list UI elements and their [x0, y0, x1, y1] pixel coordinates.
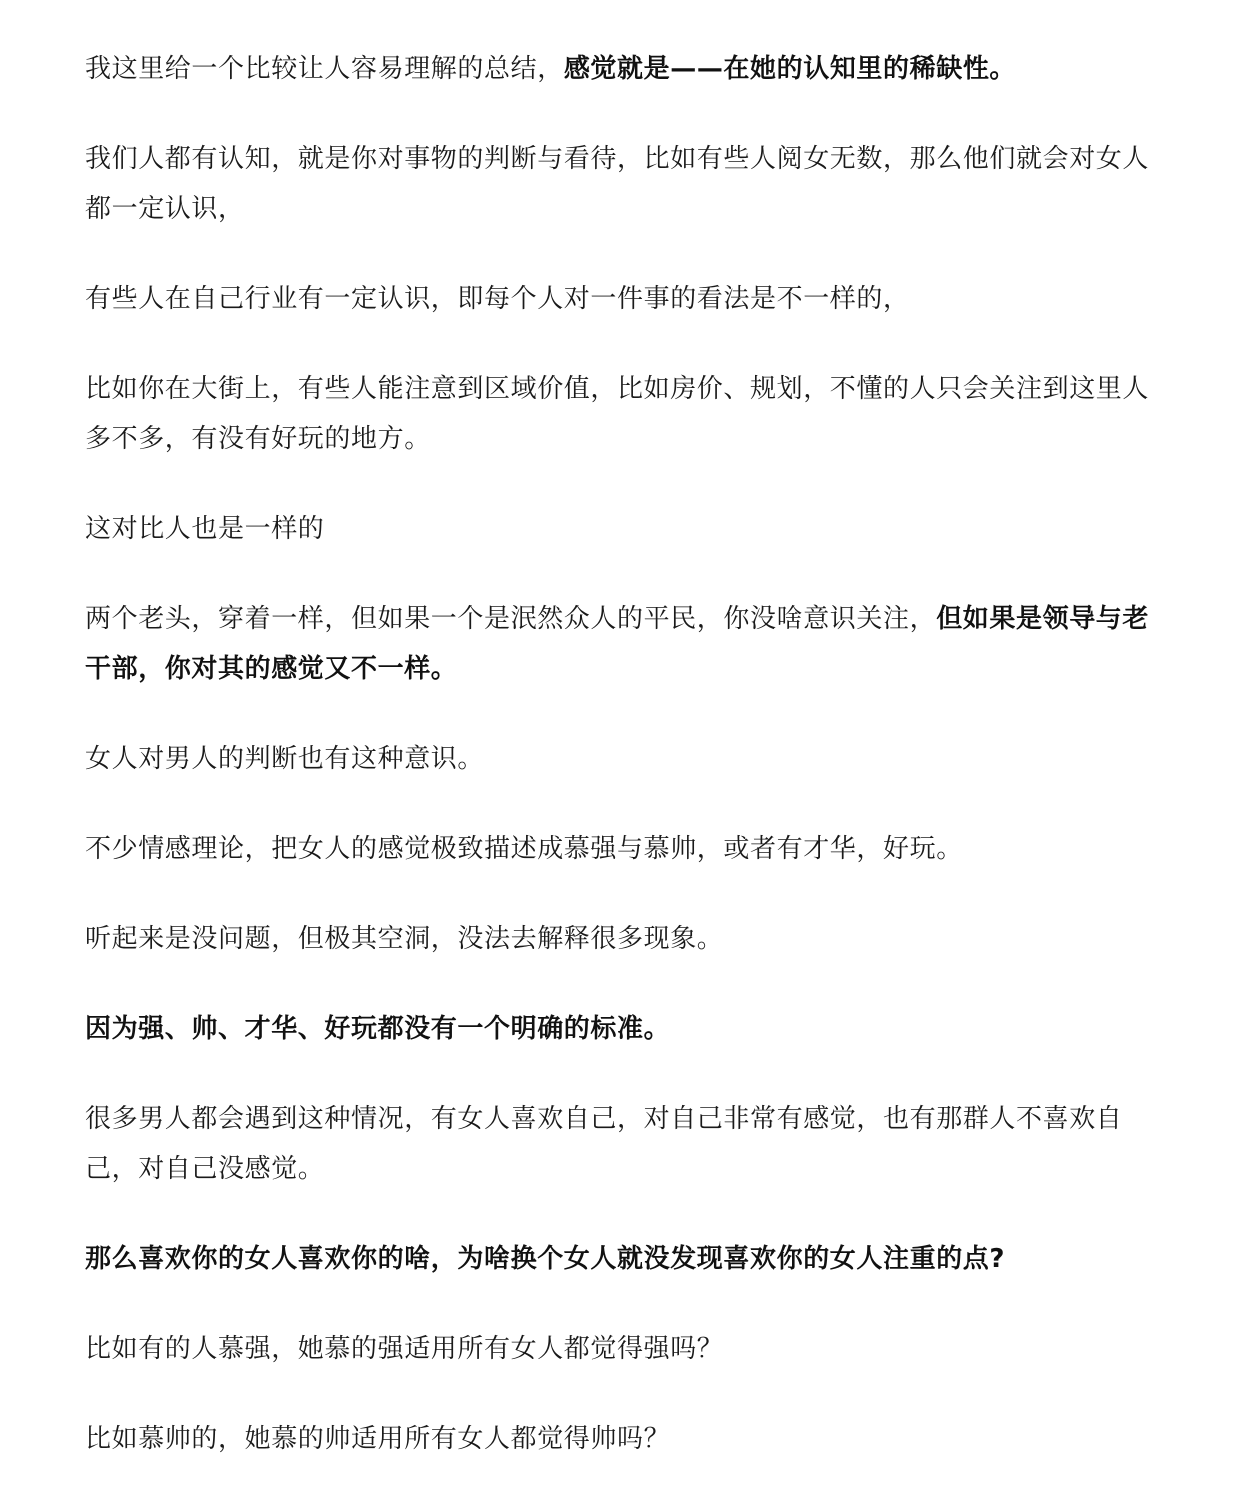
paragraph-10	[85, 1004, 1155, 1054]
paragraph-7	[85, 734, 1155, 784]
text-segment: 比如慕帅的，她慕的帅适用所有女人都觉得帅吗？	[85, 1424, 671, 1454]
paragraph-11	[85, 1094, 1155, 1194]
paragraph-2	[85, 134, 1155, 234]
text-segment: 比如有的人慕强，她慕的强适用所有女人都觉得强吗？	[85, 1334, 724, 1364]
text-segment: 不少情感理论，把女人的感觉极致描述成慕强与慕帅，或者有才华，好玩。	[85, 834, 963, 864]
text-segment: 这对比人也是一样的	[85, 514, 325, 544]
paragraph-4	[85, 364, 1155, 464]
bold-text-segment: 感觉就是——在她的认知里的稀缺性。	[563, 54, 1017, 84]
text-segment: 我这里给一个比较让人容易理解的总结，	[85, 54, 564, 84]
text-segment: 女人对男人的判断也有这种意识。	[85, 744, 485, 774]
paragraph-6	[85, 594, 1155, 694]
bold-text-segment: 但如果是领导与老干部，你对其的感觉又不一样。	[85, 604, 1150, 684]
paragraph-13	[85, 1324, 1155, 1374]
paragraph-14	[85, 1414, 1155, 1464]
paragraph-1	[85, 44, 1155, 94]
paragraph-3	[85, 274, 1155, 324]
paragraph-12	[85, 1234, 1155, 1284]
paragraph-8	[85, 824, 1155, 874]
text-segment: 比如你在大街上，有些人能注意到区域价值，比如房价、规划，不懂的人只会关注到这里人多不多，有没有好玩的地方。	[85, 374, 1150, 454]
text-segment: 听起来是没问题，但极其空洞，没法去解释很多现象。	[85, 924, 724, 954]
paragraph-9	[85, 914, 1155, 964]
text-segment: 我们人都有认知，就是你对事物的判断与看待，比如有些人阅女无数，那么他们就会对女人都一定认识，	[85, 144, 1150, 224]
text-segment: 有些人在自己行业有一定认识，即每个人对一件事的看法是不一样的，	[85, 284, 910, 314]
text-segment: 很多男人都会遇到这种情况，有女人喜欢自己，对自己非常有感觉，也有那群人不喜欢自己，对自己没感觉。	[85, 1104, 1123, 1184]
bold-text-segment: 因为强、帅、才华、好玩都没有一个明确的标准。	[85, 1014, 671, 1044]
article-body	[85, 44, 1155, 1504]
text-segment: 两个老头，穿着一样，但如果一个是泯然众人的平民，你没啥意识关注，	[85, 604, 937, 634]
paragraph-5	[85, 504, 1155, 554]
bold-text-segment: 那么喜欢你的女人喜欢你的啥，为啥换个女人就没发现喜欢你的女人注重的点?	[85, 1244, 1006, 1274]
